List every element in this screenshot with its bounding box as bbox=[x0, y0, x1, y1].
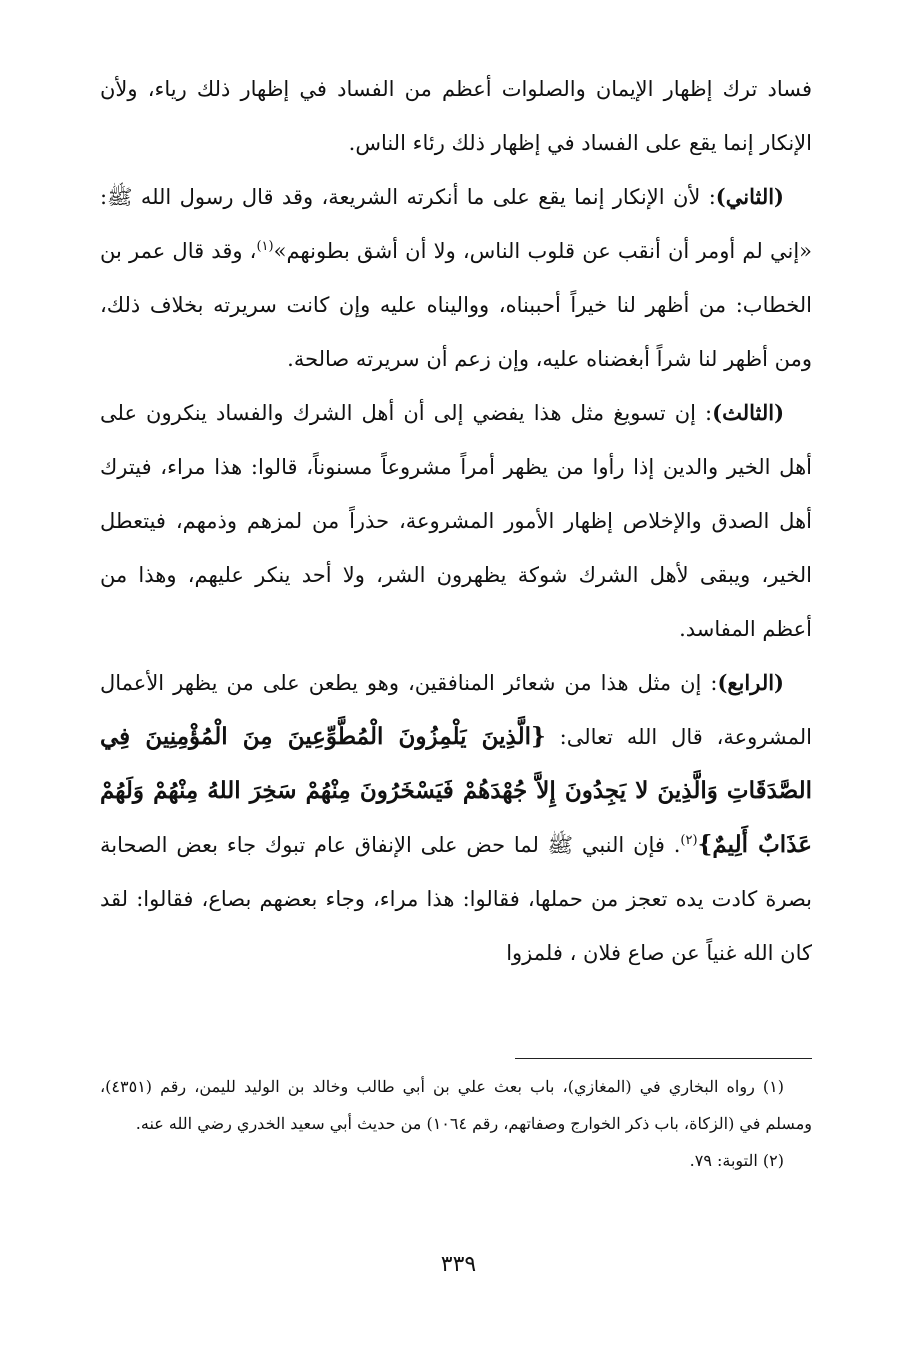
heading-second: (الثاني) bbox=[715, 184, 784, 209]
paragraph-second bbox=[100, 170, 812, 386]
footnote-ref-1[interactable]: (١) bbox=[256, 239, 274, 254]
paragraph-fourth bbox=[100, 656, 812, 980]
paragraph-fourth-tail: . فإن النبي ﷺ لما حض على الإنفاق عام تبوك جاء بعض الصحابة بصرة كادت يده تعجز من حملها، فقالوا: هذا مراء، وجاء بعضهم بصاع، فقالوا: لقد كان الله غنياً عن صاع فلان ، فلمزوا bbox=[100, 833, 812, 965]
heading-third: (الثالث) bbox=[712, 400, 784, 425]
paragraph-intro bbox=[100, 62, 812, 170]
footnote-ref-2[interactable]: (٢) bbox=[680, 833, 698, 848]
footnotes bbox=[100, 1068, 812, 1179]
footnote-2: (٢) التوبة: ٧٩. bbox=[689, 1151, 784, 1170]
quran-verse: {الَّذِينَ يَلْمِزُونَ الْمُطَّوِّعِينَ مِنَ الْمُؤْمِنِينَ فِي الصَّدَقَاتِ وَالَّذِينَ لا يَجِدُونَ إِلاَّ جُهْدَهُمْ فَيَسْخَرُونَ مِنْهُمْ سَخِرَ اللهُ مِنْهُمْ وَلَهُمْ عَذَابٌ أَلِيمٌ} bbox=[100, 723, 812, 858]
paragraph-second-text: : لأن الإنكار إنما يقع على ما أنكرته الشريعة، وقد قال رسول الله ﷺ: «إني لم أومر أن أنقب عن قلوب الناس، ولا أن أشق بطونهم» bbox=[100, 185, 813, 263]
heading-fourth: (الرابع) bbox=[717, 670, 784, 695]
paragraph-second-tail: ، وقد قال عمر بن الخطاب: من أظهر لنا خيراً أحببناه، وواليناه عليه وإن كانت سريرته بخلاف ذلك، ومن أظهر لنا شراً أبغضناه عليه، وإن زعم أن سريرته صالحة. bbox=[100, 239, 812, 371]
paragraph-third bbox=[100, 386, 812, 656]
page-number: ٣٣٩ bbox=[440, 1252, 477, 1277]
footnote-divider bbox=[515, 1058, 812, 1059]
paragraph-intro-text: فساد ترك إظهار الإيمان والصلوات أعظم من الفساد في إظهار ذلك رياء، ولأن الإنكار إنما يقع على الفساد في إظهار ذلك رئاء الناس. bbox=[100, 77, 812, 155]
paragraph-third-text: : إن تسويغ مثل هذا يفضي إلى أن أهل الشرك والفساد ينكرون على أهل الخير والدين إذا رأوا من يظهر أمراً مشروعاً مسنوناً، قالوا: هذا مراء، فيترك أهل الصدق والإخلاص إظهار الأمور المشروعة، حذراً من لمزهم وذمهم، فيتعطل الخير، ويبقى لأهل الشرك شوكة يظهرون الشر، ولا أحد ينكر عليهم، وهذا من أعظم المفاسد. bbox=[100, 401, 812, 641]
paragraph-fourth-text: : إن مثل هذا من شعائر المنافقين، وهو يطعن على من يظهر الأعمال المشروعة، قال الله تعالى: bbox=[100, 671, 812, 749]
main-text bbox=[100, 62, 812, 980]
footnote-1: (١) رواه البخاري في (المغازي)، باب بعث علي بن أبي طالب وخالد بن الوليد لليمن، رقم (٤٣٥١)، ومسلم في (الزكاة، باب ذكر الخوارج وصفاتهم، رقم ١٠٦٤) من حديث أبي سعيد الخدري رضي الله عنه. bbox=[100, 1077, 812, 1133]
